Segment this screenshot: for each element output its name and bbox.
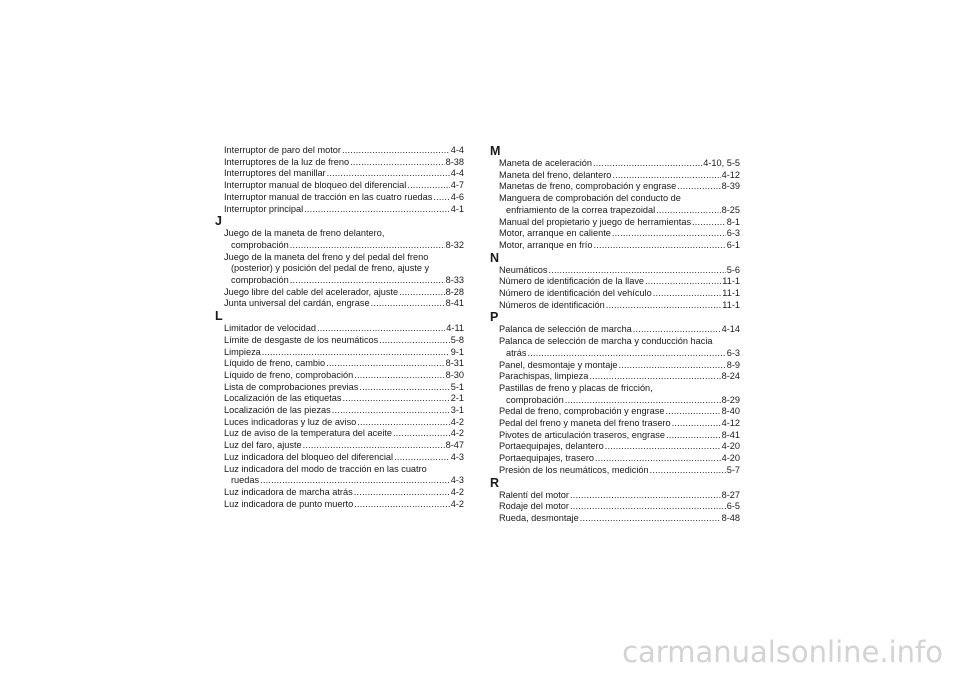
- index-entry: [491, 441, 740, 453]
- index-section-letter: J: [215, 214, 222, 229]
- dot-leader: [379, 335, 449, 347]
- dot-leader: [593, 158, 702, 170]
- dot-leader: [260, 475, 450, 487]
- index-entry: [491, 193, 740, 216]
- index-entry: [491, 490, 740, 502]
- dot-leader: [612, 170, 720, 182]
- index-entry: [216, 335, 464, 347]
- dot-leader: [304, 204, 450, 216]
- index-entry-label: Pedal de freno, comprobación y engrase: [499, 406, 665, 417]
- dot-leader: [665, 406, 720, 418]
- index-section-letter: M: [490, 144, 501, 158]
- index-entry-page: 4-4: [450, 145, 464, 155]
- index-entry: [491, 501, 740, 513]
- index-entry: [491, 453, 740, 465]
- index-entry-label: Rueda, desmontaje: [499, 512, 579, 523]
- dot-leader: [580, 513, 721, 525]
- index-entry-label: enfriamiento de la correa trapezoidal: [506, 204, 656, 215]
- index-entry-page: 5-7: [726, 464, 740, 475]
- index-entry-page: 8-29: [721, 394, 740, 405]
- index-entry-label: Limpieza: [224, 346, 261, 357]
- dot-leader: [326, 358, 444, 370]
- index-entry: [491, 430, 740, 442]
- dot-leader: [653, 288, 722, 300]
- index-entry: [491, 465, 740, 477]
- dot-leader: [570, 501, 726, 513]
- index-entry-label: Panel, desmontaje y montaje: [499, 359, 618, 370]
- index-entry-page: 4-4: [450, 168, 464, 179]
- index-entry-label: Parachispas, limpieza: [499, 371, 589, 382]
- index-entry: [491, 300, 740, 312]
- index-entry-label: atrás: [506, 347, 527, 358]
- index-entry-line: Manguera de comprobación del conducto de: [499, 193, 681, 204]
- index-entry-page: 4-3: [450, 475, 464, 486]
- index-entry: [216, 417, 464, 429]
- dot-leader: [394, 452, 450, 464]
- index-entry-label: Interruptor manual de bloqueo del diferencial: [224, 180, 407, 191]
- index-entry-label: Portaequipajes, delantero: [499, 441, 604, 452]
- index-entry-line: Juego de la maneta del freno y del pedal del freno: [224, 251, 429, 262]
- index-entry-label: Localización de las etiquetas: [224, 393, 342, 404]
- index-entry-label: Límite de desgaste de los neumáticos: [224, 334, 379, 345]
- index-entry: [491, 240, 740, 252]
- dot-leader: [612, 228, 726, 240]
- index-section-letter: N: [490, 250, 500, 265]
- index-entry-label: Junta universal del cardán, engrase: [224, 298, 370, 309]
- dot-leader: [262, 347, 450, 359]
- index-column-left: [216, 145, 464, 510]
- index-entry-label: Ralentí del motor: [499, 489, 569, 500]
- dot-leader: [357, 417, 449, 429]
- index-entry: [491, 336, 740, 359]
- dot-leader: [407, 180, 449, 192]
- dot-leader: [303, 440, 445, 452]
- dot-leader: [595, 453, 721, 465]
- index-entry: [216, 192, 464, 204]
- index-entry-page: 8-33: [445, 275, 464, 286]
- index-entry: [491, 406, 740, 418]
- index-entry-page: 2-1: [450, 393, 464, 404]
- dot-leader: [593, 240, 725, 252]
- index-entry-label: Interruptor de paro del motor: [224, 145, 341, 155]
- index-entry-label: Maneta de aceleración: [499, 158, 592, 168]
- index-entry-page: 11-1: [722, 276, 740, 287]
- dot-leader: [371, 298, 445, 310]
- index-entry-page: 3-1: [450, 405, 464, 416]
- dot-leader: [290, 240, 445, 252]
- index-entry: [216, 287, 464, 299]
- dot-leader: [605, 441, 721, 453]
- index-entry: [216, 487, 464, 499]
- index-entry-label: Líquido de freno, comprobación: [224, 369, 354, 380]
- index-entry-page: 8-39: [721, 181, 740, 192]
- index-entry: [216, 393, 464, 405]
- index-column-right: [491, 145, 740, 525]
- index-entry-label: Portaequipajes, trasero: [499, 453, 594, 464]
- index-entry-page: 8-9: [726, 359, 740, 370]
- dot-leader: [332, 405, 450, 417]
- index-entry: [216, 428, 464, 440]
- index-entry: [491, 383, 740, 406]
- index-entry-label: ruedas: [231, 475, 260, 486]
- index-entry-page: 4-6: [450, 191, 464, 202]
- index-entry-page: 4-20: [721, 453, 740, 464]
- index-entry-label: Número de identificación del vehículo: [499, 288, 652, 299]
- index-entry: [216, 358, 464, 370]
- index-entry-page: 4-11: [446, 323, 464, 334]
- index-entry-page: 4-12: [721, 418, 740, 429]
- index-entry: [491, 276, 740, 288]
- index-entry: [491, 513, 740, 525]
- index-entry: [491, 181, 740, 193]
- index-entry-page: 11-1: [722, 288, 740, 299]
- index-entry-label: Luz del faro, ajuste: [224, 440, 302, 451]
- index-entry-label: Líquido de freno, cambio: [224, 358, 326, 369]
- index-entry-page: 8-47: [445, 440, 464, 451]
- index-entry: [216, 180, 464, 192]
- index-entry-page: 4-2: [450, 416, 464, 427]
- index-entry: [216, 405, 464, 417]
- index-entry: [491, 288, 740, 300]
- index-entry-page: 8-1: [726, 216, 740, 227]
- index-entry: [216, 382, 464, 394]
- index-entry: [491, 418, 740, 430]
- index-entry-label: Interruptor principal: [224, 203, 304, 214]
- dot-leader: [589, 371, 720, 383]
- dot-leader: [527, 348, 725, 360]
- index-entry-page: 6-1: [726, 239, 740, 250]
- index-entry: [216, 168, 464, 180]
- dot-leader: [359, 382, 449, 394]
- index-entry-label: Palanca de selección de marcha: [499, 324, 632, 335]
- index-entry-page: 5-6: [726, 264, 740, 275]
- index-entry-page: 8-24: [721, 371, 740, 382]
- index-entry: [216, 499, 464, 511]
- index-entry: [216, 347, 464, 359]
- dot-leader: [350, 157, 444, 169]
- index-entry-label: Motor, arranque en caliente: [499, 228, 611, 239]
- dot-leader: [393, 428, 450, 440]
- dot-leader: [633, 324, 721, 336]
- index-entry-page: 9-1: [450, 346, 464, 357]
- index-entry-page: 8-32: [445, 239, 464, 250]
- dot-leader: [645, 276, 721, 288]
- dot-leader: [672, 418, 721, 430]
- index-entry-label: Interruptores de la luz de freno: [224, 156, 350, 167]
- dot-leader: [692, 217, 726, 229]
- index-entry-label: Interruptores del manillar: [224, 168, 326, 179]
- index-entry-page: 4-7: [450, 180, 464, 191]
- dot-leader: [290, 275, 445, 287]
- index-entry-label: Pedal del freno y maneta del freno trasero: [499, 418, 671, 429]
- index-entry: [216, 228, 464, 251]
- index-entry-label: Luz de aviso de la temperatura del aceite: [224, 428, 393, 439]
- index-entry: [216, 145, 464, 157]
- index-entry-label: Motor, arranque en frío: [499, 239, 593, 250]
- index-entry: [491, 170, 740, 182]
- index-entry-line: Juego de la maneta de freno delantero,: [224, 228, 385, 239]
- index-entry: [216, 370, 464, 382]
- index-entry: [491, 324, 740, 336]
- index-entry-page: 11-1: [722, 299, 740, 310]
- watermark-text: carmanualsonline.info: [622, 635, 943, 669]
- index-section-letter: P: [490, 310, 499, 325]
- index-entry-page: 6-5: [726, 501, 740, 512]
- index-entry-page: 4-2: [450, 428, 464, 439]
- index-entry: [216, 440, 464, 452]
- index-entry-label: Luz indicadora del bloqueo del diferencial: [224, 451, 394, 462]
- index-entry-line: Luz indicadora del modo de tracción en las cuatro: [224, 463, 427, 474]
- index-entry-label: Maneta del freno, delantero: [499, 169, 612, 180]
- index-entry-label: comprobación: [231, 275, 289, 286]
- index-entry: [491, 228, 740, 240]
- index-entry: [216, 157, 464, 169]
- index-entry: [491, 371, 740, 383]
- dot-leader: [327, 168, 450, 180]
- index-entry-label: Lista de comprobaciones previas: [224, 381, 359, 392]
- dot-leader: [656, 205, 720, 217]
- index-entry: [216, 298, 464, 310]
- index-entry-line: (posterior) y posición del pedal de freno, ajuste y: [231, 263, 430, 274]
- index-entry-label: Números de identificación: [499, 299, 605, 310]
- index-entry-label: comprobación: [506, 394, 564, 405]
- index-entry-page: 6-3: [726, 228, 740, 239]
- index-entry-page: 8-40: [721, 406, 740, 417]
- index-entry-label: Juego libre del cable del acelerador, ajuste: [224, 286, 399, 297]
- index-entry: [216, 204, 464, 216]
- index-entry-page: 8-30: [445, 369, 464, 380]
- dot-leader: [354, 487, 450, 499]
- index-entry-page: 8-41: [445, 298, 464, 309]
- index-entry: [491, 265, 740, 277]
- index-entry-page: 8-41: [721, 429, 740, 440]
- dot-leader: [677, 181, 720, 193]
- index-entry-page: 4-2: [450, 498, 464, 509]
- index-entry-label: Limitador de velocidad: [224, 323, 316, 334]
- index-entry-page: 4-2: [450, 486, 464, 497]
- index-entry: [491, 217, 740, 229]
- dot-leader: [570, 490, 721, 502]
- index-entry-label: Manetas de freno, comprobación y engrase: [499, 181, 677, 192]
- index-entry: [216, 252, 464, 287]
- index-section-letter: R: [490, 475, 500, 490]
- index-entry-line: Pastillas de freno y placas de fricción,: [499, 382, 653, 393]
- index-entry-page: 8-38: [445, 156, 464, 167]
- dot-leader: [650, 465, 726, 477]
- dot-leader: [399, 287, 444, 299]
- index-entry-page: 8-28: [445, 286, 464, 297]
- index-entry-page: 4-1: [450, 203, 464, 214]
- index-entry-label: Número de identificación de la llave: [499, 276, 645, 287]
- index-entry-label: Localización de las piezas: [224, 405, 331, 416]
- dot-leader: [666, 430, 721, 442]
- index-entry-page: 8-48: [721, 512, 740, 523]
- dot-leader: [342, 145, 450, 157]
- index-entry-line: Palanca de selección de marcha y conducción hacia: [499, 336, 713, 347]
- index-entry-page: 6-3: [726, 347, 740, 358]
- dot-leader: [549, 265, 726, 277]
- index-entry-label: Pivotes de articulación traseros, engrase: [499, 429, 665, 440]
- index-entry: [491, 158, 740, 170]
- index-entry-label: Neumáticos: [499, 264, 548, 275]
- index-section-letter: L: [215, 309, 223, 324]
- index-entry-page: 5-1: [450, 381, 464, 392]
- index-entry: [216, 323, 464, 335]
- index-entry-page: 8-25: [721, 204, 740, 215]
- index-entry-label: Manual del propietario y juego de herramientas: [499, 216, 692, 227]
- index-entry-page: 5-8: [450, 334, 464, 345]
- dot-leader: [606, 300, 722, 312]
- dot-leader: [619, 360, 726, 372]
- index-entry-label: Luces indicadoras y luz de aviso: [224, 416, 357, 427]
- index-entry-page: 8-27: [721, 489, 740, 500]
- index-entry-page: 4-20: [721, 441, 740, 452]
- dot-leader: [433, 192, 449, 204]
- index-entry-page: 4-14: [721, 324, 740, 335]
- index-entry-page: 4-12: [721, 169, 740, 180]
- index-entry-page: 4-10, 5-5: [703, 158, 740, 168]
- index-entry-page: 4-3: [450, 451, 464, 462]
- index-entry: [216, 464, 464, 487]
- index-entry-label: Presión de los neumáticos, medición: [499, 464, 649, 475]
- index-entry-label: Luz indicadora de marcha atrás: [224, 486, 353, 497]
- dot-leader: [565, 395, 721, 407]
- index-entry-page: 8-31: [445, 358, 464, 369]
- dot-leader: [354, 499, 449, 511]
- dot-leader: [354, 370, 444, 382]
- index-entry: [491, 360, 740, 372]
- index-entry-label: comprobación: [231, 239, 289, 250]
- index-entry: [216, 452, 464, 464]
- dot-leader: [317, 323, 445, 335]
- index-entry-label: Luz indicadora de punto muerto: [224, 498, 354, 509]
- index-entry-label: Rodaje del motor: [499, 501, 569, 512]
- dot-leader: [342, 393, 449, 405]
- index-entry-label: Interruptor manual de tracción en las cuatro ruedas: [224, 191, 433, 202]
